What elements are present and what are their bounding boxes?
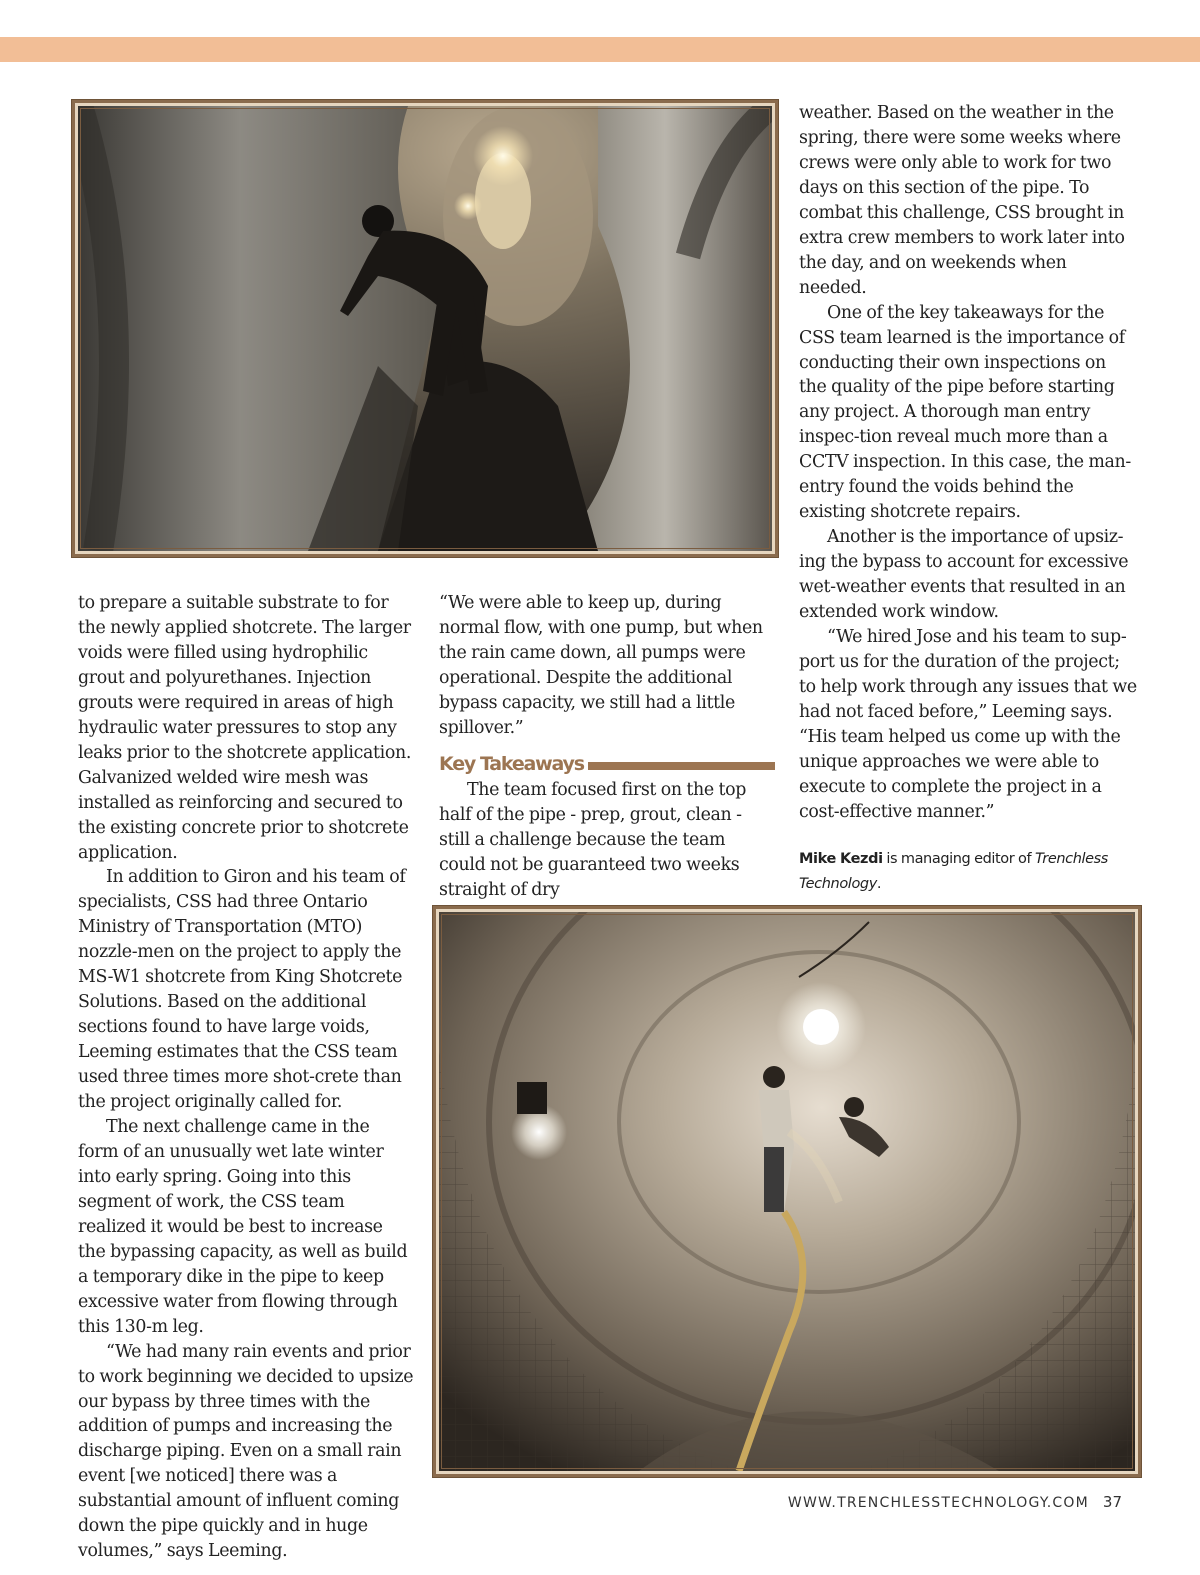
paragraph: The team focused first on the top half of the pipe - prep, grout, clean - still a challenge because the team could not be guaranteed two weeks straight of dry (439, 779, 747, 900)
author-byline (799, 847, 1137, 897)
paragraph: weather. Based on the weather in the spring, there were some weeks where crews were only able to work for two days on this section of the pipe. To combat this challenge, CSS brought in extra crew members to work later into the day, and on weekends when needed. (799, 103, 1125, 298)
header-color-bar (0, 37, 1200, 62)
paragraph: “We hired Jose and his team to sup-port us for the duration of the project; to help work through any issues that we had not faced before,” Leeming says. “His team helped us come up with the unique approaches we were able to execute to complete the project in a cost-effective manner.” (799, 627, 1137, 822)
byline-text: is managing editor of (882, 850, 1035, 867)
author-name: Mike Kezdi (799, 850, 883, 867)
tunnel-shotcrete-photo (439, 912, 1135, 1471)
column-1 (78, 591, 414, 1564)
column-3 (799, 101, 1137, 897)
publication-name: Trenchless Technology (799, 850, 1108, 892)
heading-rule (588, 762, 775, 770)
paragraph: The next challenge came in the form of an unusually wet late winter into early spring. Going into this segment of work, the CSS team realized it would be best to increase the bypassing capacity, as well as build a temporary dike in the pipe to keep excessive water from flowing through this 130-m leg. (78, 1117, 408, 1337)
tunnel-worker-photo (78, 106, 772, 551)
pull-quote-paragraph: “We were able to keep up, during normal flow, with one pump, but when the rain came down, all pumps were operational. Despite the additional bypass capacity, we still had a little spillover.” (439, 593, 763, 738)
column-2 (439, 591, 775, 902)
website-url: WWW.TRENCHLESSTECHNOLOGY.COM (787, 1495, 1089, 1511)
paragraph: “We had many rain events and prior to work beginning we decided to upsize our bypass by three times with the addition of pumps and increasing the discharge piping. Even on a small rain event [we noticed] there was a substantial amount of influent coming down the pipe quickly and in huge volumes,” says Leeming. (78, 1341, 414, 1562)
page-number: 37 (1102, 1493, 1122, 1511)
byline-end: . (876, 875, 882, 892)
paragraph: to prepare a suitable substrate to for the newly applied shotcrete. The larger voids were filled using hydrophilic grout and polyurethanes. Injection grouts were required in areas of high hydraulic water pressures to stop any leaks prior to the shotcrete application. Galvanized welded wire mesh was installed as reinforcing and secured to the existing concrete prior to shotcrete application. (78, 593, 412, 863)
bottom-photo-frame (433, 906, 1141, 1477)
paragraph: One of the key takeaways for the CSS team learned is the importance of conducting their own inspections on the quality of the pipe before starting any project. A thorough man entry inspec-tion reveal much more than a CCTV inspection. In this case, the man-entry found the voids behind the existing shotcrete repairs. (799, 302, 1131, 523)
page-footer (788, 1493, 1122, 1511)
paragraph: In addition to Giron and his team of specialists, CSS had three Ontario Ministry of Transportation (MTO) nozzle-men on the project to apply the MS-W1 shotcrete from King Shotcrete Solutions. Based on the additional sections found to have large voids, Leeming estimates that the CSS team used three times more shot-crete than the project originally called for. (78, 867, 406, 1113)
paragraph: Another is the importance of upsiz-ing the bypass to account for excessive wet-weather events that resulted in an extended work window. (799, 527, 1129, 623)
section-heading-text: Key Takeaways (439, 753, 584, 776)
top-photo-frame (72, 100, 778, 557)
section-heading-key-takeaways (439, 752, 775, 778)
